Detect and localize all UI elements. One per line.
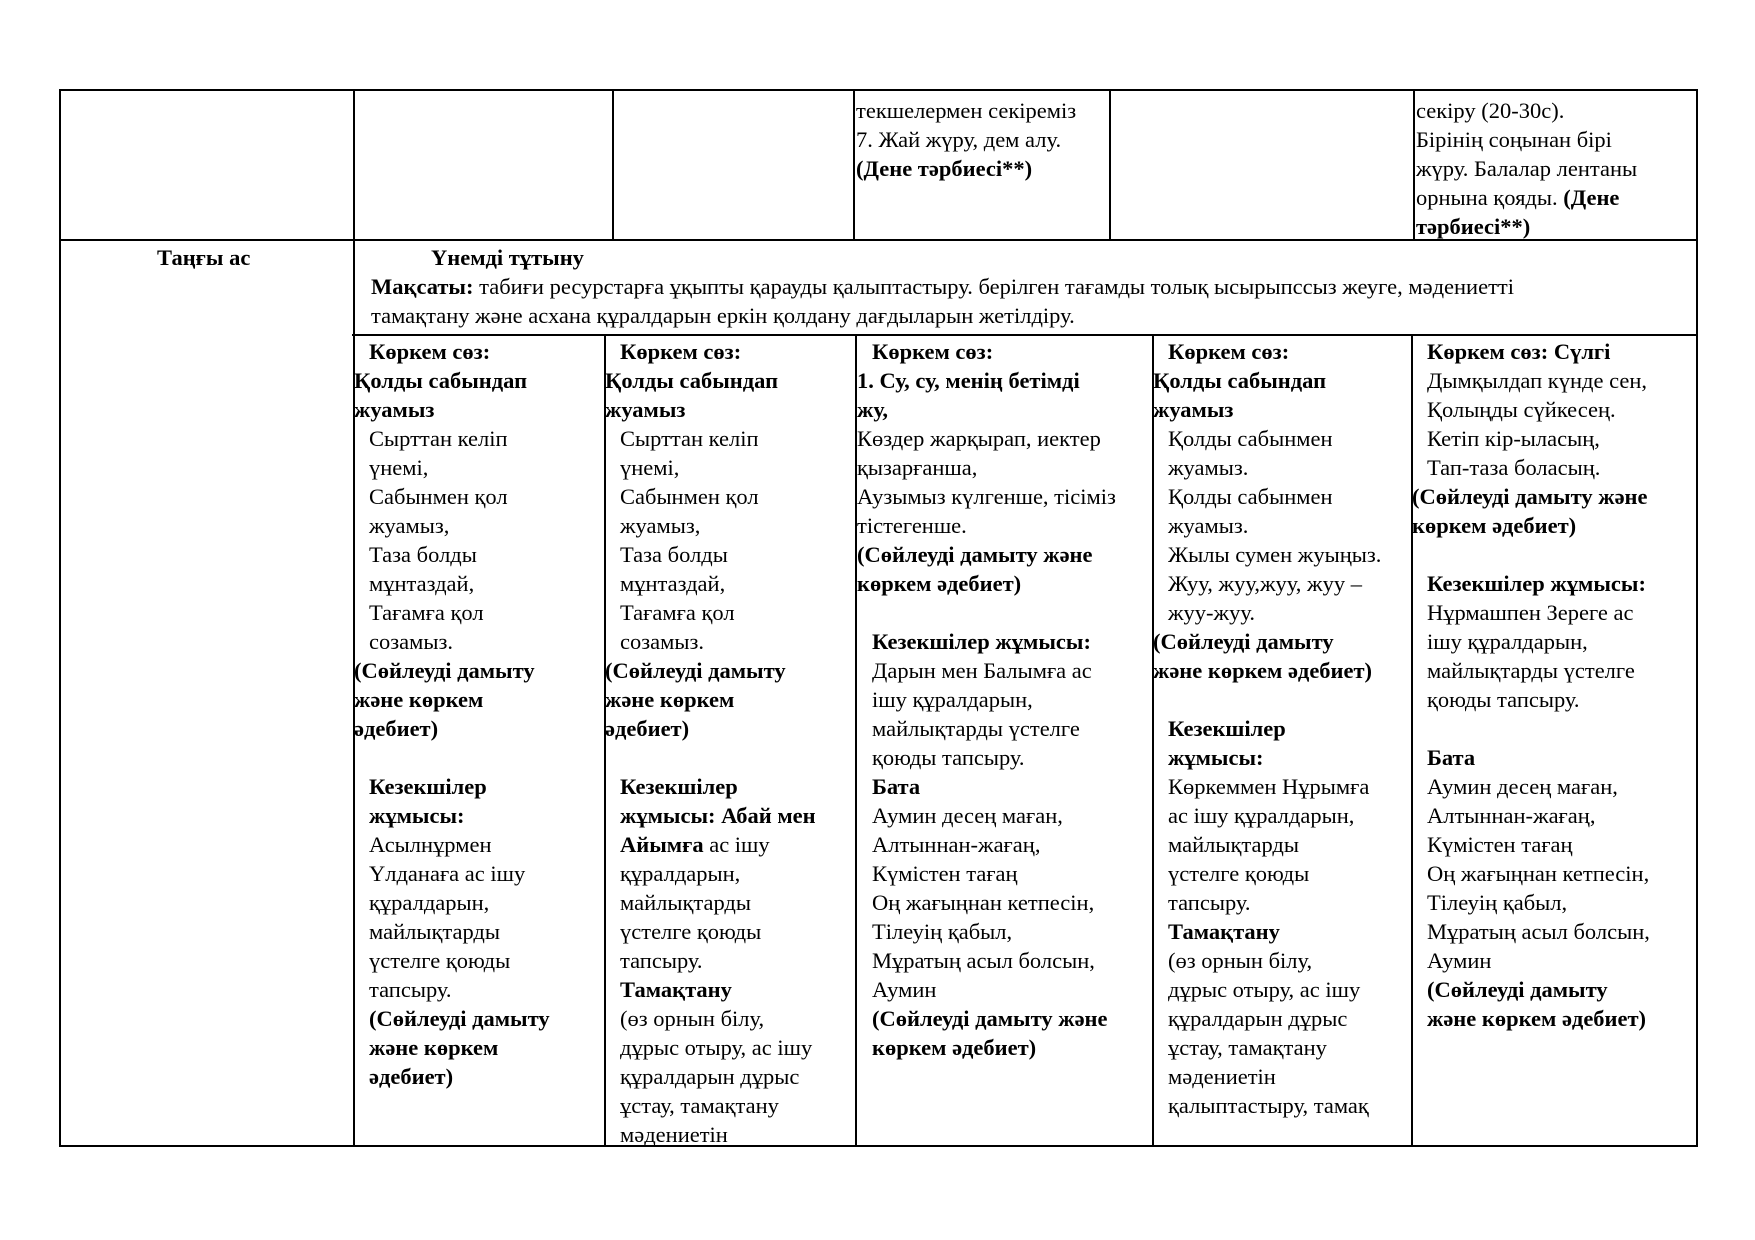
text-line: жұмысы: xyxy=(369,803,465,828)
text-line: қоюды тапсыру. xyxy=(872,745,1025,770)
text-line xyxy=(354,743,550,772)
text-line: дұрыс отыру, ас ішу xyxy=(1168,977,1361,1002)
text-line: ішу құралдарын, xyxy=(1427,629,1588,654)
text-line: Көркем сөз: xyxy=(369,339,491,364)
text-line: Көркеммен Нұрымға xyxy=(1168,774,1370,799)
text-line: үстелге қоюды xyxy=(1168,861,1310,886)
text-line: мәдениетін xyxy=(1168,1064,1276,1089)
text-line: Тағамға қол xyxy=(620,600,735,625)
col-divider xyxy=(1413,91,1415,239)
text-line: Бата xyxy=(1427,745,1476,770)
text-line: Тілеуің қабыл, xyxy=(1427,890,1568,915)
text-line: Дымқылдап күнде сен, xyxy=(1427,368,1647,393)
text-line: Көркем сөз: xyxy=(620,339,742,364)
text-line: (Сөйлеуді дамыту xyxy=(369,1006,550,1031)
text-line: Көздер жарқырап, иектер xyxy=(857,426,1101,451)
text-line: үнемі, xyxy=(369,455,429,480)
text-line: және көркем xyxy=(605,687,735,712)
text-run: ас ішу xyxy=(703,832,770,857)
text-line: 7. Жай жүру, дем алу. xyxy=(856,127,1062,152)
text-line: Аумин xyxy=(1427,948,1492,973)
text-line: қоюды тапсыру. xyxy=(1427,687,1580,712)
goal-line-1 xyxy=(371,272,1514,301)
text-line: тапсыру. xyxy=(1168,890,1251,915)
text-line: Сырттан келіп xyxy=(369,426,508,451)
goal-text-1: табиғи ресурстарға ұқыпты қарауды қалыптастыру. берілген тағамды толық ысырыпссыз жеуге, мәдениетті xyxy=(473,274,1514,299)
text-line: Мұратың асыл болсын, xyxy=(872,948,1095,973)
text-line: (Сөйлеуді дамыту xyxy=(1153,629,1334,654)
text-line: көркем әдебиет) xyxy=(872,1035,1037,1060)
text-line: құралдарын, xyxy=(620,861,741,886)
text-line: (өз орнын білу, xyxy=(1168,948,1313,973)
text-line xyxy=(605,743,816,772)
text-line: Қолыңды сүйкесең. xyxy=(1427,397,1616,422)
text-line: әдебиет) xyxy=(369,1064,454,1089)
plan-table xyxy=(59,89,1698,1147)
text-line: Тап-таза боласың. xyxy=(1427,455,1601,480)
col-divider xyxy=(1109,91,1111,239)
text-line: мәдениетін xyxy=(620,1122,728,1147)
text-line: Жылы сумен жуыңыз. xyxy=(1168,542,1382,567)
text-line: әдебиет) xyxy=(354,716,439,741)
text-line: Бірінің соңынан бірі xyxy=(1416,127,1612,152)
text-line: (Сөйлеуді дамыту және xyxy=(1412,484,1648,509)
goal-line-2: тамақтану және асхана құралдарын еркін қолдану дағдыларын жетілдіру. xyxy=(371,303,1075,328)
text-line: көркем әдебиет) xyxy=(1412,513,1577,538)
text-line: Күмістен тағаң xyxy=(1427,832,1573,857)
text-line: (Сөйлеуді дамыту xyxy=(1427,977,1608,1002)
text-line: Тілеуің қабыл, xyxy=(872,919,1013,944)
text-line: Асылнұрмен xyxy=(369,832,492,857)
text-line: Кезекшілер жұмысы: xyxy=(1427,571,1646,596)
text-line: Оң жағыңнан кетпесін, xyxy=(872,890,1095,915)
day-column-2 xyxy=(605,337,816,1149)
text-line: Қолды сабынмен xyxy=(1168,426,1333,451)
text-line: құралдарын дұрыс xyxy=(1168,1006,1348,1031)
text-line: Кезекшілер жұмысы: xyxy=(872,629,1091,654)
breakfast-label: Таңғы ас xyxy=(157,245,251,270)
text-line: Қолды сабындап xyxy=(605,368,779,393)
col-divider xyxy=(612,91,614,239)
text-line: Таза болды xyxy=(620,542,728,567)
text-line: қызарғанша, xyxy=(857,455,978,480)
text-run: Айымға xyxy=(620,832,704,857)
text-line: майлықтарды үстелге xyxy=(872,716,1080,741)
text-line: майлықтарды xyxy=(369,919,501,944)
text-line: Аумин десең маған, xyxy=(872,803,1063,828)
text-line: (Сөйлеуді дамыту xyxy=(605,658,786,683)
text-line: (Дене тәрбиесі**) xyxy=(856,156,1033,181)
text-line: (Сөйлеуді дамыту және xyxy=(857,542,1093,567)
text-line: мұнтаздай, xyxy=(620,571,726,596)
text-line: тапсыру. xyxy=(620,948,703,973)
text-line xyxy=(1416,183,1637,212)
day-column-3 xyxy=(857,337,1116,1062)
text-line: Тамақтану xyxy=(620,977,732,1002)
text-line: Қолды сабынмен xyxy=(1168,484,1333,509)
text-line: жуамыз. xyxy=(1168,513,1249,538)
breakfast-heading: Үнемді тұтыну xyxy=(431,245,584,270)
text-line: майлықтарды xyxy=(1168,832,1300,857)
text-line: Тамақтану xyxy=(1168,919,1280,944)
text-line: Көркем сөз: Сүлгі xyxy=(1427,339,1611,364)
text-run: (Дене xyxy=(1563,185,1620,210)
text-line: және көркем әдебиет) xyxy=(1427,1006,1647,1031)
text-line: Аумин xyxy=(872,977,937,1002)
text-line: созамыз. xyxy=(369,629,453,654)
text-line: тәрбиесі**) xyxy=(1416,214,1531,239)
text-line: Көркем сөз: xyxy=(872,339,994,364)
text-line: мұнтаздай, xyxy=(369,571,475,596)
text-line: Сабынмен қол xyxy=(369,484,508,509)
text-line: жуамыз xyxy=(354,397,435,422)
text-line: Кезекшілер xyxy=(620,774,738,799)
text-line xyxy=(1412,540,1650,569)
text-line: майлықтарды xyxy=(620,890,752,915)
text-line: Алтыннан-жағаң, xyxy=(872,832,1041,857)
text-line: (Сөйлеуді дамыту және xyxy=(872,1006,1108,1031)
text-line: жұмысы: Абай мен xyxy=(620,803,816,828)
text-line: және көркем xyxy=(369,1035,499,1060)
text-line: және көркем xyxy=(354,687,484,712)
text-line: жұмысы: xyxy=(1168,745,1264,770)
text-line: Мұратың асыл болсын, xyxy=(1427,919,1650,944)
goal-label: Мақсаты: xyxy=(371,274,474,299)
text-line: Тағамға қол xyxy=(369,600,484,625)
text-line: құралдарын дұрыс xyxy=(620,1064,800,1089)
text-line: Алтыннан-жағаң, xyxy=(1427,803,1596,828)
text-line: Оң жағыңнан кетпесін, xyxy=(1427,861,1650,886)
text-line: текшелермен секіреміз xyxy=(856,98,1077,123)
text-line: дұрыс отыру, ас ішу xyxy=(620,1035,813,1060)
text-line: Аумин десең маған, xyxy=(1427,774,1618,799)
text-line: жу, xyxy=(857,397,888,422)
text-line: Үлданаға ас ішу xyxy=(369,861,526,886)
text-line: жуамыз, xyxy=(620,513,701,538)
text-line xyxy=(857,598,1116,627)
text-line: ас ішу құралдарын, xyxy=(1168,803,1355,828)
text-line: Қолды сабындап xyxy=(354,368,528,393)
text-line: Сырттан келіп xyxy=(620,426,759,451)
text-line: Кетіп кір-ыласың, xyxy=(1427,426,1600,451)
text-line: Дарын мен Балымға ас xyxy=(872,658,1092,683)
top-row-cell-4 xyxy=(856,96,1076,183)
text-line: үстелге қоюды xyxy=(369,948,511,973)
text-line: созамыз. xyxy=(620,629,704,654)
col-divider xyxy=(853,91,855,239)
text-line: Нұрмашпен Зереге ас xyxy=(1427,600,1634,625)
text-line: секіру (20-30с). xyxy=(1416,98,1565,123)
text-line xyxy=(605,830,816,859)
text-line: Сабынмен қол xyxy=(620,484,759,509)
text-line: және көркем әдебиет) xyxy=(1153,658,1373,683)
top-row-cell-6 xyxy=(1416,96,1637,241)
day-column-4 xyxy=(1153,337,1381,1120)
text-line xyxy=(1412,714,1650,743)
text-line: Аузымыз күлгенше, тісіміз xyxy=(857,484,1116,509)
text-line: (өз орнын білу, xyxy=(620,1006,765,1031)
text-line: Кезекшілер xyxy=(1168,716,1286,741)
text-line: майлықтарды үстелге xyxy=(1427,658,1635,683)
text-line: тістегенше. xyxy=(857,513,967,538)
text-line: жуу-жуу. xyxy=(1168,600,1255,625)
text-line: тапсыру. xyxy=(369,977,452,1002)
day-column-1 xyxy=(354,337,550,1091)
text-line: үстелге қоюды xyxy=(620,919,762,944)
text-line: жуамыз xyxy=(605,397,686,422)
text-line: Жуу, жуу,жуу, жуу – xyxy=(1168,571,1362,596)
text-line: әдебиет) xyxy=(605,716,690,741)
text-line: (Сөйлеуді дамыту xyxy=(354,658,535,683)
text-line: үнемі, xyxy=(620,455,680,480)
text-run: орнына қояды. xyxy=(1416,185,1564,210)
text-line xyxy=(1153,685,1381,714)
text-line: 1. Су, су, менің бетімді xyxy=(857,368,1080,393)
text-line: Бата xyxy=(872,774,921,799)
text-line: Таза болды xyxy=(369,542,477,567)
row-divider-breakfast xyxy=(352,334,1696,336)
text-line: қалыптастыру, тамақ xyxy=(1168,1093,1369,1118)
text-line: Күмістен тағаң xyxy=(872,861,1018,886)
day-column-5 xyxy=(1412,337,1650,1033)
text-line: жүру. Балалар лентаны xyxy=(1416,156,1638,181)
text-line: құралдарын, xyxy=(369,890,490,915)
breakfast-goal xyxy=(371,243,1514,330)
text-line: ішу құралдарын, xyxy=(872,687,1033,712)
text-line: Кезекшілер xyxy=(369,774,487,799)
text-line: жуамыз. xyxy=(1168,455,1249,480)
text-line: ұстау, тамақтану xyxy=(620,1093,779,1118)
text-line: ұстау, тамақтану xyxy=(1168,1035,1327,1060)
text-line: жуамыз, xyxy=(369,513,450,538)
text-line: Қолды сабындап xyxy=(1153,368,1327,393)
text-line: жуамыз xyxy=(1153,397,1234,422)
text-line: Көркем сөз: xyxy=(1168,339,1290,364)
text-line: көркем әдебиет) xyxy=(857,571,1022,596)
